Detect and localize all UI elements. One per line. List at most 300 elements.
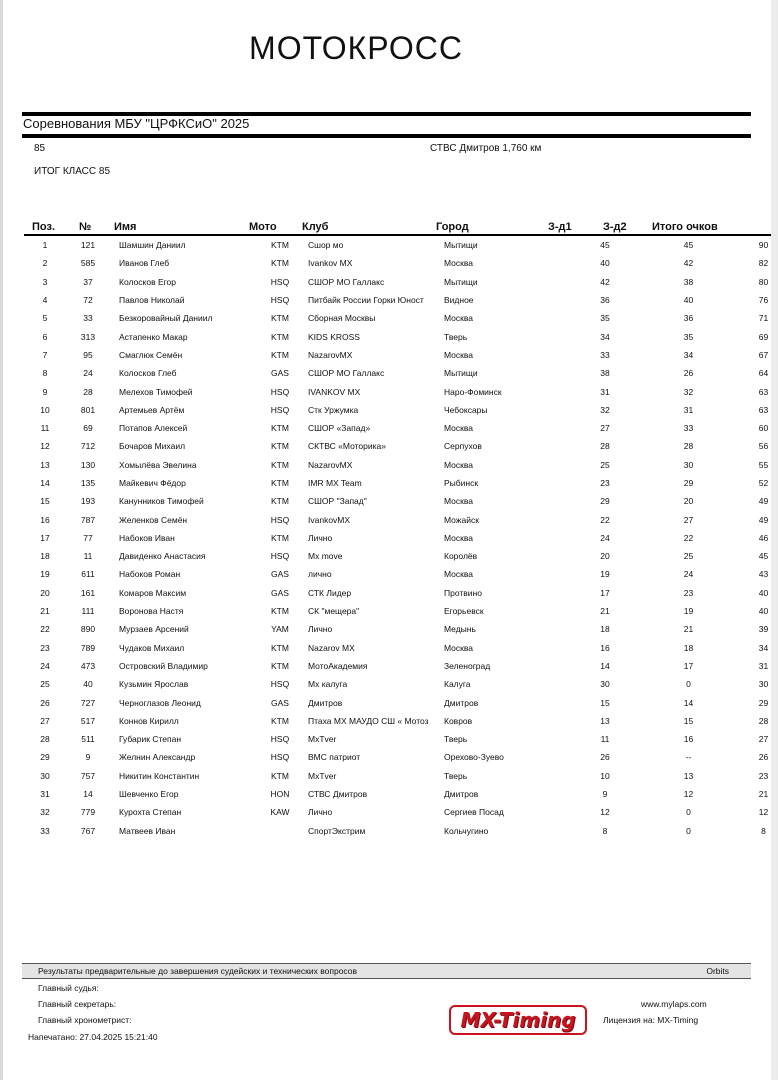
- cell-name: Курохта Степан: [119, 807, 182, 818]
- table-row: [0, 730, 778, 748]
- cell-city: Орехово-Зуево: [444, 752, 504, 763]
- cell-name: Шамшин Даниил: [119, 240, 186, 251]
- row-spacer: [0, 456, 30, 474]
- cell-num: 37: [83, 276, 93, 287]
- cell-city: Москва: [444, 258, 474, 269]
- footer-disclaimer-bar: [22, 963, 751, 979]
- cell-race1: 22: [600, 514, 610, 525]
- cell-city: Егорьевск: [444, 606, 484, 617]
- cell-club: СК "мещера": [308, 606, 360, 617]
- cell-pos: 8: [42, 368, 48, 379]
- cell-city: Москва: [444, 459, 474, 470]
- cell-total: 67: [758, 349, 769, 360]
- cell-moto: HSQ: [270, 679, 290, 690]
- cell-race2: 19: [683, 606, 694, 617]
- cell-moto: HON: [270, 789, 290, 800]
- cell-name: Колосков Егор: [119, 276, 176, 287]
- cell-city: Дмитров: [444, 789, 479, 800]
- cell-pos: 5: [42, 313, 48, 324]
- row-spacer: [0, 492, 30, 510]
- cell-moto: KTM: [271, 349, 289, 360]
- cell-moto: KTM: [271, 258, 289, 269]
- cell-pos: 26: [40, 697, 50, 708]
- cell-club: СШОР "Запад": [308, 496, 367, 507]
- cell-name: Черноглазов Леонид: [119, 697, 201, 708]
- table-row: [0, 346, 778, 364]
- cell-race1: 9: [602, 789, 608, 800]
- cell-name: Кузьмин Ярослав: [119, 679, 189, 690]
- cell-race1: 28: [600, 441, 610, 452]
- row-spacer: [0, 785, 30, 803]
- cell-pos: 29: [40, 752, 50, 763]
- table-row: [0, 785, 778, 803]
- table-row: [0, 712, 778, 730]
- cell-club: Лично: [308, 807, 333, 818]
- row-spacer: [0, 273, 30, 291]
- cell-total: 21: [758, 789, 769, 800]
- col-header-race1: З-д1: [548, 221, 572, 233]
- cell-pos: 4: [42, 295, 48, 306]
- row-spacer: [0, 547, 30, 565]
- cell-city: Кольчугино: [444, 825, 489, 836]
- cell-race1: 12: [600, 807, 610, 818]
- cell-race2: 22: [683, 532, 694, 543]
- disclaimer-text: Результаты предварительные до завершения судейских и технических вопросов: [38, 966, 358, 976]
- cell-city: Калуга: [444, 679, 471, 690]
- cell-pos: 13: [40, 459, 50, 470]
- cell-race1: 18: [600, 624, 610, 635]
- cell-club: СШОР МО Галлакс: [308, 276, 385, 287]
- cell-moto: HSQ: [270, 514, 290, 525]
- orbits-brand: Orbits: [706, 966, 729, 976]
- col-header-pos: Поз.: [32, 221, 56, 233]
- cell-city: Зеленоград: [444, 660, 491, 671]
- row-spacer: [0, 620, 30, 638]
- cell-pos: 11: [40, 423, 50, 434]
- cell-num: 77: [83, 532, 93, 543]
- cell-num: 24: [83, 368, 93, 379]
- cell-num: 33: [83, 313, 93, 324]
- cell-race2: 35: [683, 331, 694, 342]
- row-spacer: [0, 364, 30, 382]
- cell-pos: 9: [42, 386, 48, 397]
- cell-club: СШОР «Запад»: [308, 423, 371, 434]
- cell-num: 11: [83, 551, 93, 562]
- cell-race2: 24: [683, 569, 694, 580]
- cell-name: Колосков Глеб: [119, 368, 177, 379]
- cell-total: 34: [758, 642, 769, 653]
- cell-pos: 32: [40, 807, 50, 818]
- row-spacer: [0, 712, 30, 730]
- cell-name: Коннов Кирилл: [119, 715, 179, 726]
- mx-timing-logo: MX-Timing: [449, 1005, 587, 1035]
- cell-total: 71: [758, 313, 769, 324]
- cell-race1: 27: [600, 423, 610, 434]
- col-header-name: Имя: [114, 221, 137, 233]
- cell-race2: 40: [683, 295, 694, 306]
- cell-city: Тверь: [444, 331, 468, 342]
- cell-pos: 19: [40, 569, 50, 580]
- cell-name: Желнин Александр: [119, 752, 196, 763]
- cell-num: 779: [80, 807, 96, 818]
- cell-race2: 0: [686, 807, 691, 818]
- cell-race1: 40: [600, 258, 610, 269]
- cell-club: Сшор мо: [308, 240, 344, 251]
- cell-city: Тверь: [444, 734, 468, 745]
- cell-race1: 10: [600, 770, 610, 781]
- cell-race2: 21: [683, 624, 694, 635]
- cell-moto: KTM: [271, 423, 289, 434]
- table-row: [0, 602, 778, 620]
- table-row: [0, 657, 778, 675]
- cell-race1: 17: [600, 587, 610, 598]
- cell-race1: 8: [602, 825, 608, 836]
- header-bottom-rule: [22, 134, 751, 138]
- cell-num: 72: [83, 295, 93, 306]
- table-row: [0, 529, 778, 547]
- cell-total: 39: [758, 624, 769, 635]
- cell-race1: 31: [600, 386, 610, 397]
- cell-num: 28: [83, 386, 93, 397]
- cell-moto: HSQ: [270, 551, 290, 562]
- cell-city: Тверь: [444, 770, 468, 781]
- table-row: [0, 327, 778, 345]
- cell-num: 801: [80, 404, 96, 415]
- cell-num: 890: [80, 624, 96, 635]
- table-row: [0, 767, 778, 785]
- cell-num: 611: [81, 569, 95, 580]
- cell-name: Набоков Роман: [119, 569, 181, 580]
- cell-club: Питбайк России Горки Юност: [308, 295, 424, 306]
- class-code: 85: [34, 143, 46, 154]
- cell-name: Давиденко Анастасия: [119, 551, 206, 562]
- cell-city: Протвино: [444, 587, 482, 598]
- table-row: [0, 254, 778, 272]
- cell-num: 787: [80, 514, 96, 525]
- cell-race2: 31: [683, 404, 694, 415]
- cell-club: Лично: [308, 624, 333, 635]
- cell-pos: 1: [42, 240, 48, 251]
- cell-name: Хомылёва Эвелина: [119, 459, 197, 470]
- cell-total: 52: [758, 478, 769, 488]
- cell-race1: 11: [600, 734, 610, 745]
- col-header-moto: Мото: [249, 221, 277, 233]
- cell-race2: 33: [683, 423, 694, 434]
- cell-city: Видное: [444, 295, 474, 306]
- cell-pos: 21: [40, 606, 50, 617]
- row-spacer: [0, 346, 30, 364]
- cell-total: 63: [758, 404, 769, 415]
- cell-total: 30: [758, 679, 769, 690]
- cell-race1: 21: [600, 606, 610, 617]
- col-header-club: Клуб: [302, 221, 329, 233]
- cell-city: Серпухов: [444, 441, 482, 452]
- cell-total: 64: [758, 368, 769, 379]
- cell-city: Москва: [444, 349, 474, 360]
- cell-pos: 25: [40, 679, 50, 690]
- cell-moto: GAS: [271, 587, 289, 598]
- cell-city: Москва: [444, 642, 474, 653]
- cell-race2: 34: [683, 349, 694, 360]
- cell-club: Ivankov MX: [308, 258, 353, 269]
- col-header-race2: З-д2: [603, 221, 627, 233]
- cell-moto: KTM: [271, 606, 289, 617]
- cell-race2: 0: [686, 679, 691, 690]
- cell-num: 130: [80, 459, 96, 470]
- cell-moto: HSQ: [270, 386, 290, 397]
- cell-club: KIDS KROSS: [308, 331, 360, 342]
- cell-race2: 36: [683, 313, 694, 324]
- cell-race1: 32: [600, 404, 610, 415]
- cell-moto: GAS: [271, 697, 289, 708]
- row-spacer: [0, 529, 30, 547]
- row-spacer: [0, 291, 30, 309]
- cell-pos: 18: [40, 551, 50, 562]
- cell-pos: 33: [40, 825, 50, 836]
- cell-total: 46: [758, 532, 769, 543]
- cell-name: Астапенко Макар: [119, 331, 188, 342]
- cell-race1: 30: [600, 679, 610, 690]
- cell-name: Губарик Степан: [119, 734, 182, 745]
- cell-city: Рыбинск: [444, 478, 479, 488]
- cell-num: 727: [80, 697, 96, 708]
- table-row: [0, 620, 778, 638]
- cell-city: Можайск: [444, 514, 479, 525]
- cell-total: 40: [758, 606, 769, 617]
- cell-moto: KTM: [271, 660, 289, 671]
- row-spacer: [0, 584, 30, 602]
- cell-race2: 42: [683, 258, 694, 269]
- cell-num: 712: [80, 441, 96, 452]
- cell-total: 40: [758, 587, 769, 598]
- cell-total: 69: [758, 331, 769, 342]
- cell-name: Мурзаев Арсений: [119, 624, 189, 635]
- row-spacer: [0, 748, 30, 766]
- table-row: [0, 693, 778, 711]
- cell-name: Чудаков Михаил: [119, 642, 185, 653]
- col-header-total: Итого очков: [652, 221, 718, 233]
- cell-moto: HSQ: [270, 734, 290, 745]
- cell-pos: 3: [42, 276, 48, 287]
- row-spacer: [0, 474, 30, 492]
- cell-club: IMR MX Team: [308, 478, 362, 488]
- cell-num: 511: [81, 734, 95, 745]
- cell-race2: 32: [683, 386, 694, 397]
- cell-club: NazarovMX: [308, 459, 353, 470]
- cell-race1: 26: [600, 752, 610, 763]
- cell-moto: KTM: [271, 331, 289, 342]
- cell-race1: 19: [600, 569, 610, 580]
- cell-race1: 15: [600, 697, 610, 708]
- cell-moto: HSQ: [270, 276, 290, 287]
- cell-race2: 17: [683, 660, 694, 671]
- cell-race2: 20: [683, 496, 694, 507]
- cell-race2: 0: [686, 825, 691, 836]
- row-spacer: [0, 419, 30, 437]
- cell-num: 9: [85, 752, 91, 763]
- cell-city: Москва: [444, 423, 474, 434]
- cell-total: 49: [758, 496, 769, 507]
- cell-pos: 17: [40, 532, 50, 543]
- cell-club: MxTver: [308, 770, 337, 781]
- table-row: [0, 273, 778, 291]
- cell-city: Мытищи: [444, 240, 478, 251]
- page-title: МОТОКРОСС: [249, 30, 463, 66]
- cell-pos: 10: [40, 404, 50, 415]
- table-row: [0, 364, 778, 382]
- row-spacer: [0, 602, 30, 620]
- cell-race1: 42: [600, 276, 610, 287]
- cell-moto: HSQ: [270, 404, 290, 415]
- cell-total: 26: [758, 752, 769, 763]
- cell-total: 8: [761, 825, 766, 836]
- results-body: [0, 236, 778, 840]
- row-spacer: [0, 254, 30, 272]
- cell-pos: 27: [40, 715, 50, 726]
- cell-moto: HSQ: [270, 752, 290, 763]
- row-spacer: [0, 437, 30, 455]
- col-header-num: №: [79, 221, 92, 233]
- row-spacer: [0, 693, 30, 711]
- cell-race1: 36: [600, 295, 610, 306]
- cell-city: Чебоксары: [444, 404, 488, 415]
- row-spacer: [0, 639, 30, 657]
- cell-name: Майкевич Фёдор: [119, 478, 186, 488]
- cell-city: Мытищи: [444, 276, 478, 287]
- cell-pos: 14: [40, 478, 50, 488]
- row-spacer: [0, 401, 30, 419]
- cell-race2: 29: [683, 478, 694, 488]
- cell-num: 757: [80, 770, 96, 781]
- cell-club: СпортЭкстрим: [308, 825, 366, 836]
- cell-race1: 14: [600, 660, 610, 671]
- cell-total: 29: [758, 697, 769, 708]
- cell-num: 40: [83, 679, 93, 690]
- cell-name: Канунников Тимофей: [119, 496, 204, 507]
- cell-moto: GAS: [271, 569, 289, 580]
- cell-pos: 28: [40, 734, 50, 745]
- cell-club: СШОР МО Галлакс: [308, 368, 385, 379]
- cell-name: Никитин Константин: [119, 770, 200, 781]
- cell-pos: 2: [42, 258, 48, 269]
- cell-moto: KTM: [271, 441, 289, 452]
- cell-total: 56: [758, 441, 769, 452]
- row-spacer: [0, 803, 30, 821]
- cell-pos: 30: [40, 770, 50, 781]
- table-row: [0, 236, 778, 254]
- row-spacer: [0, 730, 30, 748]
- row-spacer: [0, 657, 30, 675]
- cell-city: Наро-Фоминск: [444, 386, 502, 397]
- table-row: [0, 456, 778, 474]
- cell-moto: GAS: [271, 368, 289, 379]
- chief-secretary-label: Главный секретарь:: [38, 999, 117, 1009]
- cell-club: IvankovMX: [308, 514, 351, 525]
- table-row: [0, 291, 778, 309]
- cell-num: 313: [80, 331, 96, 342]
- cell-race2: 14: [683, 697, 694, 708]
- row-spacer: [0, 822, 30, 840]
- cell-name: Островский Владимир: [119, 660, 208, 671]
- cell-total: 63: [758, 386, 769, 397]
- cell-num: 473: [80, 660, 96, 671]
- cell-name: Безкоровайный Даниил: [119, 313, 213, 324]
- table-row: [0, 822, 778, 840]
- cell-num: 69: [83, 423, 93, 434]
- row-spacer: [0, 675, 30, 693]
- cell-num: 789: [80, 642, 96, 653]
- cell-race1: 33: [600, 349, 610, 360]
- cell-club: Лично: [308, 532, 333, 543]
- cell-pos: 24: [40, 660, 50, 671]
- cell-city: Москва: [444, 532, 474, 543]
- cell-moto: KAW: [270, 807, 290, 818]
- website-link[interactable]: www.mylaps.com: [641, 999, 707, 1009]
- license-text: Лицензия на: MX-Timing: [603, 1015, 699, 1025]
- row-spacer: [0, 382, 30, 400]
- cell-num: 121: [80, 240, 96, 251]
- cell-num: 14: [83, 789, 93, 800]
- cell-club: IVANKOV MX: [308, 386, 361, 397]
- cell-club: Nazarov MX: [308, 642, 355, 653]
- cell-club: СТК Лидер: [308, 587, 352, 598]
- cell-moto: KTM: [271, 532, 289, 543]
- cell-city: Дмитров: [444, 697, 479, 708]
- cell-race2: 25: [683, 551, 694, 562]
- cell-race1: 24: [600, 532, 610, 543]
- table-row: [0, 309, 778, 327]
- cell-moto: KTM: [271, 496, 289, 507]
- table-row: [0, 510, 778, 528]
- row-spacer: [0, 565, 30, 583]
- cell-race1: 29: [600, 496, 610, 507]
- cell-race2: 26: [683, 368, 694, 379]
- cell-race1: 23: [600, 478, 610, 488]
- cell-name: Потапов Алексей: [119, 423, 188, 434]
- cell-race1: 20: [600, 551, 610, 562]
- cell-city: Мытищи: [444, 368, 478, 379]
- cell-club: MxTver: [308, 734, 337, 745]
- cell-club: лично: [308, 569, 332, 580]
- cell-moto: KTM: [271, 459, 289, 470]
- cell-race2: 12: [683, 789, 694, 800]
- table-row: [0, 547, 778, 565]
- row-spacer: [0, 309, 30, 327]
- cell-total: 76: [758, 295, 769, 306]
- table-row: [0, 748, 778, 766]
- cell-pos: 20: [40, 587, 50, 598]
- table-row: [0, 803, 778, 821]
- cell-club: СТВС Дмитров: [308, 789, 368, 800]
- cell-club: Дмитров: [308, 697, 343, 708]
- cell-city: Королёв: [444, 551, 478, 562]
- cell-name: Матвеев Иван: [119, 825, 176, 836]
- cell-name: Павлов Николай: [119, 295, 185, 306]
- cell-name: Иванов Глеб: [119, 258, 170, 269]
- cell-total: 12: [758, 807, 769, 818]
- row-spacer: [0, 510, 30, 528]
- cell-race2: 27: [683, 514, 694, 525]
- cell-total: 45: [758, 551, 769, 562]
- cell-pos: 6: [42, 331, 48, 342]
- table-row: [0, 401, 778, 419]
- cell-name: Шевченко Егор: [119, 789, 179, 800]
- cell-name: Комаров Максим: [119, 587, 187, 598]
- chief-judge-label: Главный судья:: [38, 983, 99, 993]
- cell-moto: KTM: [271, 715, 289, 726]
- cell-race1: 16: [600, 642, 610, 653]
- cell-moto: YAM: [271, 624, 289, 635]
